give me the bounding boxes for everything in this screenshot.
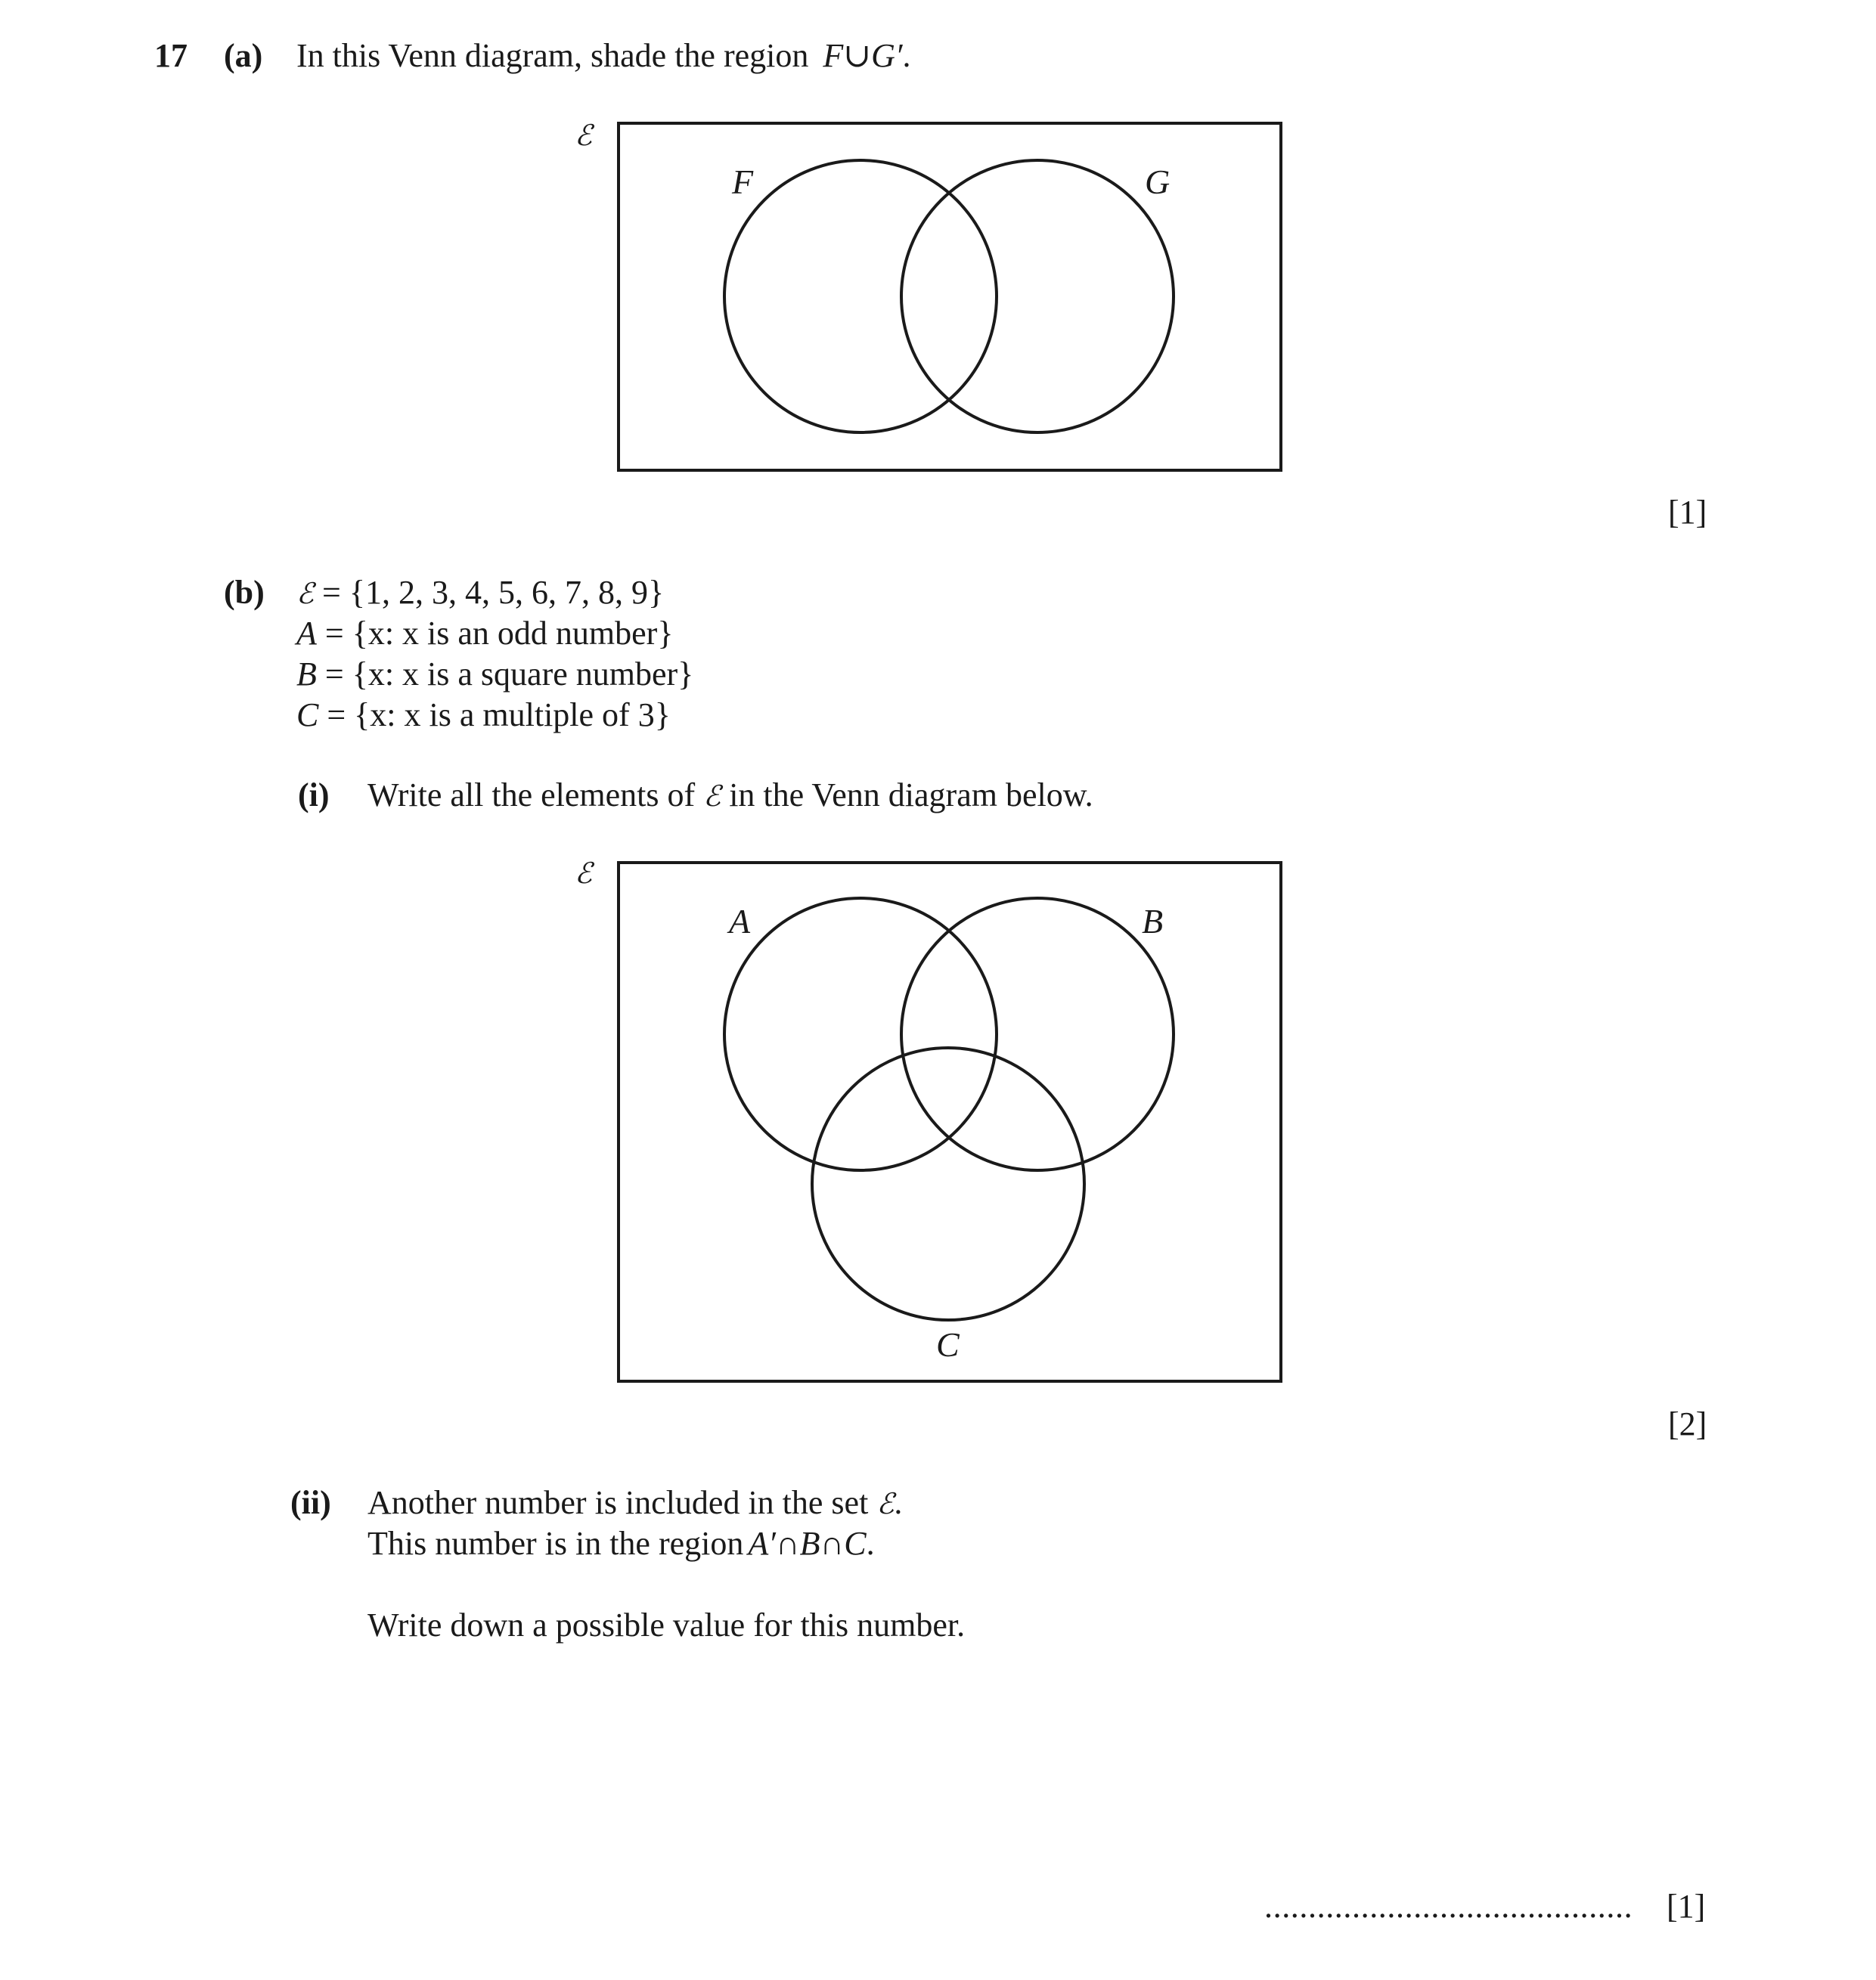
part-i-marks: [2] <box>1668 1405 1707 1442</box>
venn-b-label-c: C <box>936 1325 960 1364</box>
definition-b-text: = {x: x is a square number} <box>316 655 694 693</box>
definition-a-text: = {x: x is an odd number} <box>316 615 674 652</box>
venn-diagram-a[interactable] <box>0 0 1876 529</box>
part-a-expression: F∪G′ <box>823 37 903 74</box>
definition-c-symbol: C <box>296 696 319 733</box>
part-i-symbol: ℰ <box>703 779 721 813</box>
part-i-text-before: Write all the elements of <box>367 776 696 813</box>
part-ii-line-1-end: . <box>894 1484 903 1521</box>
part-ii-region-expression: A′∩B∩C <box>748 1525 867 1562</box>
venn-b-circle-a[interactable] <box>724 898 997 1170</box>
definition-universal <box>296 576 664 609</box>
part-b-label: (b) <box>224 574 265 611</box>
part-ii-label: (ii) <box>290 1484 331 1521</box>
set-definitions <box>296 576 826 735</box>
venn-b-circle-c[interactable] <box>812 1048 1084 1320</box>
part-a-marks: [1] <box>1668 494 1707 531</box>
part-ii-line-2-end: . <box>866 1525 875 1562</box>
part-i-label: (i) <box>298 776 330 813</box>
venn-a-label-g: G <box>1145 163 1171 201</box>
part-ii-line-1 <box>367 1486 902 1520</box>
part-ii-line-1-symbol: ℰ <box>876 1487 895 1520</box>
venn-a-universal-rectangle <box>619 123 1281 470</box>
part-i-text-after: in the Venn diagram below. <box>729 776 1093 813</box>
definition-b <box>296 655 694 693</box>
venn-b-universal-rectangle <box>619 863 1281 1381</box>
venn-a-label-f: F <box>732 163 754 201</box>
venn-a-circle-f[interactable] <box>724 160 997 432</box>
definition-universal-text: = {1, 2, 3, 4, 5, 6, 7, 8, 9} <box>314 574 665 611</box>
venn-a-universal-symbol: ℰ <box>575 119 593 152</box>
definition-a <box>296 617 673 650</box>
answer-field[interactable]: .......................................... <box>1264 1890 1633 1923</box>
part-ii-line-2-text: This number is in the region <box>367 1525 744 1562</box>
venn-b-label-a: A <box>729 902 751 940</box>
part-ii-line-2 <box>367 1527 875 1560</box>
definition-universal-symbol: ℰ <box>296 577 315 610</box>
part-a-period: . <box>902 37 911 74</box>
part-ii-line-3: Write down a possible value for this number. <box>367 1607 966 1644</box>
part-a-label: (a) <box>224 37 263 74</box>
venn-a-circle-g[interactable] <box>901 160 1174 432</box>
part-ii-marks: [1] <box>1667 1888 1706 1925</box>
venn-b-label-b: B <box>1142 902 1164 940</box>
question-number: 17 <box>154 37 188 74</box>
definition-b-symbol: B <box>296 655 317 693</box>
definition-c <box>296 696 671 733</box>
venn-b-circle-b[interactable] <box>901 898 1174 1170</box>
venn-diagram-b[interactable] <box>0 756 1876 1436</box>
definition-c-text: = {x: x is a multiple of 3} <box>318 696 671 733</box>
definition-a-symbol: A <box>296 615 317 652</box>
part-a-instruction-text: In this Venn diagram, shade the region <box>296 37 809 74</box>
venn-b-universal-symbol: ℰ <box>575 857 593 890</box>
part-ii-line-1-text: Another number is included in the set <box>367 1484 869 1521</box>
